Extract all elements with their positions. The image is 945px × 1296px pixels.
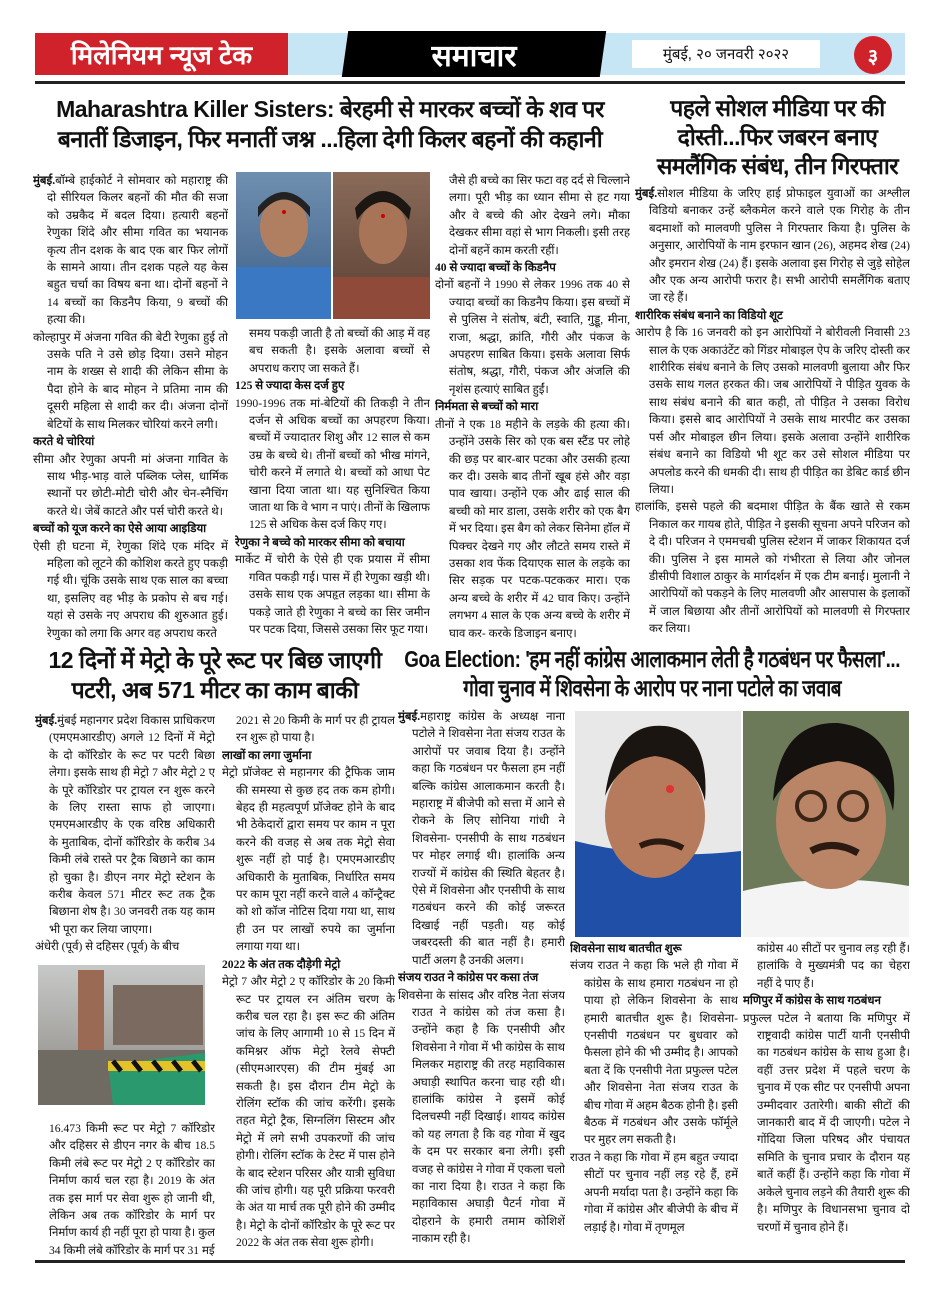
- subheading: 125 से ज्यादा केस दर्ज हुए: [235, 379, 345, 393]
- paragraph-text: बॉम्बे हाईकोर्ट ने सोमवार को महाराष्ट्र की दो सीरियल किलर बहनों की मौत की सजा को उम्रकैद में बदल दिया। हत्यारी बहनों रेणुका शिंदे और सीमा गवित का भयानक कृत्य तीन दशक के बाद एक बार फिर लोगों के सामने आया। तीन दशक पहले यह केस बहुत चर्चा का विषय बना था। दोनों बहनों ने 14 बच्चों का किडनैप किया, 9 बच्चों की हत्या की।: [47, 174, 228, 327]
- newspaper-brand: मिलेनियम न्यूज टेक: [35, 33, 288, 75]
- dateline: मुंबई.: [33, 174, 56, 187]
- subheading: बच्चों को यूज करने का ऐसे आया आइडिया: [33, 522, 207, 536]
- body-paragraph: कोल्हापुर में अंजना गवित की बेटी रेणुका हुई तो उसके पति ने उसे छोड़ दिया। उसने मोहन नाम के शख्स से शादी की लेकिन सीमा के पैदा होने के बाद मोहन ने प्रतिमा नाम की दूसरी महिला से शादी कर दी। अंजना दोनों बेटियों के साथ मिलकर चोरियां करने लगी।: [33, 330, 228, 431]
- subheading: 40 से ज्यादा बच्चों के किडनैप: [435, 261, 556, 275]
- body-paragraph: अंधेरी (पूर्व) से दहिसर (पूर्व) के बीच: [35, 940, 180, 954]
- body-paragraph: [33, 172, 228, 329]
- paragraph-text: महाराष्ट्र कांग्रेस के अध्यक्ष नाना पटोले ने शिवसेना नेता संजय राउत के आरोपों पर जवाब दिया है। उन्होंने कहा कि गठबंधन पर फैसला हम नहीं बल्कि कांग्रेस आलाकमान करती है। महाराष्ट्र में बीजेपी को सत्ता में आने से रोकने के लिए सोनिया गांधी ने शिवसेना- एनसीपी के साथ गठबंधन पर मोहर लगाई थी। हालांकि अन्य राज्यों में कांग्रेस की स्थिति बेहतर है। ऐसे में शिवसेना और एनसीपी के साथ गठबंधन करने की कोई जरूरत दिखाई नहीं पड़ती। यह कोई जबरदस्ती की बात नहीं है। हमारी पार्टी अलग है उनकी अलग।: [412, 710, 565, 967]
- body-paragraph: ऐसी ही घटना में, रेणुका शिंदे एक मंदिर में महिला को लूटने की कोशिश करते हुए पकड़ी गई थी। चूंकि उसके साथ एक साल का बच्चा था, इसलिए वह भीड़ के प्रकोप से बच गई। यहां से उसके नए अपराध की शुरुआत हुई। रेणुका को लगा कि अगर वह अपराध करते: [33, 539, 228, 640]
- killer-sisters-column-1: [33, 172, 228, 642]
- headline-metro: 12 दिनों में मेट्रो के पूरे रूट पर बिछ जाएगी पटरी, अब 571 मीटर का काम बाकी: [48, 647, 382, 703]
- page-bottom-divider: [35, 1260, 905, 1263]
- body-paragraph: 2021 से 20 किमी के मार्ग पर ही ट्रायल रन शुरू हो पाया है।: [236, 714, 395, 745]
- goa-column-2: [570, 940, 738, 1258]
- body-paragraph: जैसे ही बच्चे का सिर फटा वह दर्द से चिल्लाने लगा। पूरी भीड़ का ध्यान सीमा से हट गया और वे बच्चे की ओर देखने लगे। मौका देखकर सीमा वहां से भाग निकली। इसी तरह दोनों बहनें काम करती रहीं।: [449, 174, 630, 257]
- page-number-badge: ३: [854, 36, 892, 74]
- photo-seema-gavit: [333, 172, 430, 319]
- goa-column-3: [743, 940, 910, 1245]
- body-paragraph: [398, 708, 565, 969]
- headline-killer-sisters: Maharashtra Killer Sisters: बेरहमी से मारकर बच्चों के शव पर बनातीं डिजाइन, फिर मनातीं जश्न ...हिला देगी किलर बहनों की कहानी: [56, 96, 604, 152]
- subheading: करते थे चोरियां: [33, 435, 95, 449]
- body-paragraph: [35, 712, 215, 938]
- subheading: शिवसेना साथ बातचीत शुरू: [570, 942, 682, 955]
- metro-column-1-continued: [35, 1120, 215, 1262]
- social-media-column: [635, 185, 910, 642]
- paragraph-text: सोशल मीडिया के जरिए हाई प्रोफाइल युवाओं का अश्लील विडियो बनाकर उन्हें ब्लैकमेल करने वाले एक गिरोह के तीन बदमाशों को मालवणी पुलिस ने गिरफ्तार किया है। पुलिस के अनुसार, आरोपियों के नाम इरफान खान (26), अहमद शेख (24) और इमरान शेख (24) हैं। इसके अलावा इस गिरोह से जुड़े सोहेल और एक अन्य आरोपी फरार है। सभी आरोपी समलैंगिक बताए जा रहे हैं।: [649, 187, 910, 305]
- photo-sanjay-raut: [743, 711, 909, 937]
- body-paragraph: 1990-1996 तक मां-बेटियों की तिकड़ी ने तीन दर्जन से अधिक बच्चों का अपहरण किया। बच्चों में ज्यादातर शिशु और 12 साल से कम उम्र के बच्चे थे। तीनों बच्चों को भीख मांगने, चोरी करने में लगाते थे। बच्चों को आधा पेट खाना दिया जाता था। यह सुनिश्चित किया जाता था कि वे भाग न पाएं। तीनों के खिलाफ 125 से अधिक केस दर्ज किए गए।: [235, 396, 430, 532]
- body-paragraph: हालांकि, इससे पहले की बदमाश पीड़ित के बैंक खाते से रकम निकाल कर गायब होते, पीड़ित ने इसकी सूचना अपने परिजन को दे दी। परिजन ने एममचबी पुलिस स्टेशन में जाकर शिकायत दर्ज की। पुलिस ने इस मामले को गंभीरता से लिया और जोनल डीसीपी विशाल ठाकुर के मार्गदर्शन में एक टीम बनाई। मुलानी ने आरोपियों को पकड़ने के लिए मालवणी और आसपास के इलाकों में जाल बिछाया और तीनों आरोपियों को मालवणी से गिरफ्तार कर लिया।: [635, 500, 910, 636]
- dateline: मुंबई.: [35, 714, 58, 727]
- body-paragraph: समय पकड़ी जाती है तो बच्चों की आड़ में वह बच सकती है। इसके अलावा बच्चों से अपराध कराए जा सकते हैं।: [249, 327, 430, 375]
- body-paragraph: सीमा और रेणुका अपनी मां अंजना गावित के साथ भीड़-भाड़ वाले पब्लिक प्लेस, धार्मिक स्थानों पर छोटी-मोटी चोरी और चेन-स्नैचिंग करते थे। जेबें काटते और पर्स चोरी करते थे।: [33, 452, 228, 518]
- subheading: शारीरिक संबंध बनाने का विडियो शूट: [635, 308, 783, 322]
- subheading: मणिपुर में कांग्रेस के साथ गठबंधन: [743, 994, 881, 1008]
- metro-column-2: [222, 712, 395, 1257]
- killer-sisters-column-2: [235, 325, 430, 642]
- body-paragraph: 16.473 किमी रूट पर मेट्रो 7 कॉरिडोर और दहिसर से डीएन नगर के बीच 18.5 किमी लंबे रूट पर मेट्रो 2 ए कॉरिडोर का निर्माण कार्य चल रहा है। 2019 के अंत तक इस मार्ग पर सेवा शुरू हो जानी थी, लेकिन अब तक कॉरिडोर के मार्ग पर निर्माण कार्य ही नहीं पूरा हो पाया है। कुल 34 किमी लंबे कॉरिडोर के मार्ग पर 31 मई: [49, 1122, 215, 1257]
- portrait-nana-patole-image: [575, 711, 741, 937]
- headline-goa-election: Goa Election: 'हम नहीं कांग्रेस आलाकमान लेती है गठबंधन पर फैसला'... गोवा चुनाव में शिवसेना के आरोप पर नाना पटोले का जवाब: [404, 646, 901, 701]
- body-paragraph: प्रफुल्ल पटेल ने बताया कि मणिपुर में राष्ट्रवादी कांग्रेस पार्टी यानी एनसीपी का गठबंधन कांग्रेस के साथ हुआ है। वहीं उत्तर प्रदेश में पहले चरण के चुनाव में एक सीट पर एनसीपी अपना उम्मीदवार उतारेगी। बाकी सीटों की जानकारी बाद में दी जाएगी। पटेल ने गोंदिया जिला परिषद और पंचायत समिति के चुनाव प्रचार के दौरान यह बातें कहीं हैं। उन्होंने कहा कि गोवा में अकेले चुनाव लड़ने की तैयारी शुरू की है। मणिपुर के विधानसभा चुनाव दो चरणों में चुनाव होने हैं।: [743, 1011, 910, 1234]
- headline-social-media: पहले सोशल मीडिया पर की दोस्ती...फिर जबरन बनाए समलैंगिक संबंध, तीन गिरफ्तार: [656, 95, 899, 179]
- goa-column-1: [398, 708, 565, 1258]
- section-title: समाचार: [431, 39, 517, 73]
- portrait-woman-2-image: [333, 172, 430, 319]
- subheading: 2022 के अंत तक दौड़ेगी मेट्रो: [222, 957, 341, 971]
- body-paragraph: मेट्रो प्रॉजेक्ट से महानगर की ट्रैफिक जाम की समस्या से कुछ हद तक कम होगी। बेहद ही महत्वपूर्ण प्रॉजेक्ट होने के बाद भी ठेकेदारों द्वारा समय पर काम न पूरा करने की वजह से अब तक मेट्रो सेवा शुरू नहीं हो पाई है। एमएमआरडीए अधिकारी के मुताबिक, निर्धारित समय पर काम पूरा नहीं करने वाले 4 कॉन्ट्रैक्ट को शो कॉज नोटिस दिया गया था, साथ ही उन पर लाखों रुपये का जुर्माना लगाया गया था।: [222, 766, 395, 954]
- edition-date: मुंबई, २० जनवरी २०२२: [632, 40, 820, 68]
- body-paragraph: शिवसेना के सांसद और वरिष्ठ नेता संजय राउत ने कांग्रेस को तंज कसा है। उन्होंने कहा है कि एनसीपी और शिवसेना ने गोवा में भी कांग्रेस के साथ मिलकर महाराष्ट्र की तरह महाविकास अघाड़ी स्थापित करना चाह रही थी। हालांकि कांग्रेस ने इसमें कोई दिलचस्पी नहीं दिखाई। शायद कांग्रेस को यह लगता है कि वह गोवा में खुद के दम पर सरकार बना लेगी। इसी वजह से कांग्रेस ने गोवा में एकला चलो का नारा दिया है। राउत ने कहा कि महाविकास अघाड़ी पैटर्न गोवा में दोहराने के हमारी तमाम कोशिशें नाकाम रही है।: [398, 988, 565, 1246]
- body-paragraph: संजय राउत ने कहा कि भले ही गोवा में कांग्रेस के साथ हमारा गठबंधन ना हो पाया हो लेकिन शिवसेना के साथ हमारी बातचीत शुरू है। शिवसेना- एनसीपी गठबंधन पर बुधवार को फैसला होने की भी उम्मीद है। आपको बता दें कि एनसीपी नेता प्रफुल्ल पटेल और शिवसेना नेता संजय राउत के बीच गोवा में अहम बैठक होनी है। इसी बैठक में गठबंधन और उसके फॉर्मूले पर मुहर लग सकती है।: [570, 959, 738, 1147]
- subheading: लाखों का लगा जुर्माना: [222, 748, 312, 762]
- killer-sisters-column-3: [435, 172, 630, 642]
- photo-nana-patole: [575, 711, 741, 937]
- body-paragraph: मार्केट में चोरी के ऐसे ही एक प्रयास में सीमा गवित पकड़ी गई। पास में ही रेणुका खड़ी थी। उसके साथ एक अपहृत लड़का था। सीमा के पकड़े जाते ही रेणुका ने बच्चे का सिर जमीन पर पटक दिया, जिससे उसका सिर फूट गया।: [235, 553, 430, 636]
- paragraph-text: मुंबई महानगर प्रदेश विकास प्राधिकरण (एमएमआरडीए) अगले 12 दिनों में मेट्रो के दो कॉरिडोर के रूट पर पटरी बिछा लेगा। इसके साथ ही मेट्रो 7 और मेट्रो 2 ए के पूरे कॉरिडोर पर ट्रायल रन शुरू करने के लिए रास्ता साफ हो जाएगा। एमएमआरडीए के एक वरिष्ठ अधिकारी के मुताबिक, दोनों कॉरिडोर के करीब 34 किमी लंबे रास्ते पर ट्रैक बिछाने का काम हो चुका है। डीएन नगर मेट्रो स्टेशन के करीब केवल 571 मीटर रूट तक ट्रैक बिछाना शेष है। 30 जनवरी तक यह काम भी पूरा कर लिया जाएगा।: [49, 714, 215, 936]
- body-paragraph: तीनों ने एक 18 महीने के लड़के की हत्या की। उन्होंने उसके सिर को एक बस स्टैंड पर लोहे की छड़ पर बार-बार पटका और उसकी हत्या कर दी। उसके बाद तीनों खूब हंसे और वड़ा पाव खाया। उन्होंने एक और ढाई साल की बच्ची को मार डाला, उसके शरीर को एक बैग में भर दिया। इस बैग को लेकर सिनेमा हॉल में पिक्चर देखने गए और लौटते समय रास्ते में उसका शव फेंक दियाएक साल के लड़के का सिर सड़क पर पटक-पटककर मारा। एक अन्य बच्चे के शरीर में 42 घाव किए। उन्होंने लगभग 4 साल के एक अन्य बच्चे के शरीर में घाव कर- करके डिजाइन बनाए।: [435, 417, 630, 640]
- subheading: संजय राउत ने कांग्रेस पर कसा तंज: [398, 971, 539, 985]
- body-paragraph: दोनों बहनों ने 1990 से लेकर 1996 तक 40 से ज्यादा बच्चों का किडनैप किया। इस बच्चों में से पुलिस ने संतोष, बंटी, स्वाति, गुड्डू, मीना, राजा, श्रद्धा, क्रांति, गौरी और पंकज के अपहरण साबित किया। इसके अलावा सिर्फ संतोष, श्रद्धा, गौरी, पंकज और अंजलि की नृशंस हत्याएं साबित हुईं।: [435, 278, 630, 396]
- portrait-woman-1-image: [236, 172, 331, 319]
- body-paragraph: राउत ने कहा कि गोवा में हम बहुत ज्यादा सीटों पर चुनाव नहीं लड़ रहे हैं, हमें अपनी मर्यादा पता है। उन्होंने कहा कि गोवा में कांग्रेस और बीजेपी के बीच में लड़ाई है। गोवा में तृणमूल: [570, 1150, 738, 1234]
- dateline: मुंबई.: [398, 710, 421, 723]
- masthead-divider: [35, 81, 905, 84]
- photo-metro-construction: [38, 965, 205, 1105]
- dateline: मुंबई.: [635, 187, 658, 200]
- body-paragraph: कांग्रेस 40 सीटों पर चुनाव लड़ रही हैं। हालांकि वे मुख्यमंत्री पद का चेहरा नहीं दे पाए हैं।: [757, 942, 910, 990]
- body-paragraph: आरोप है कि 16 जनवरी को इन आरोपियों ने बोरीवली निवासी 23 साल के एक अकाउंटेंट को गिंडर मोबाइल ऐप के जरिए दोस्ती कर शारीरिक संबंध बनाने के लिए उसको मालवणी बुलाया और फिर उसके साथ गलत हरकत की। जब आरोपियों ने पीड़ित युवक के साथ संबंध बनाने की बात कही, तो पीड़ित ने उसका विरोध किया। इससे बाद आरोपियों ने उसके साथ मारपीट कर उसका पर्स और मोबाइल छीन लिया। इसके अलावा उन्होंने शारीरिक संबंध बनाने का विडियो भी शूट कर उसे सोशल मीडिया पर अपलोड करने की धमकी दी। साथ ही पीड़ित का डेबिट कार्ड छीन लिया।: [635, 326, 910, 496]
- body-paragraph: [635, 185, 910, 307]
- metro-column-1: [35, 712, 215, 957]
- subheading: रेणुका ने बच्चे को मारकर सीमा को बचाया: [235, 535, 405, 549]
- body-paragraph: मेट्रो 7 और मेट्रो 2 ए कॉरिडोर के 20 किमी रूट पर ट्रायल रन अंतिम चरण के करीब चल रहा है। इस रूट की अंतिम जांच के लिए आगामी 10 से 15 दिन में कमिश्नर ऑफ मेट्रो रेलवे सेफ्टी (सीएमआरएस) की टीम मुंबई आ सकती है। इस दौरान टीम मेट्रो के रोलिंग स्टॉक की जांच करेंगी। इसके तहत मेट्रो ट्रैक, सिग्नलिंग सिस्टम और मेट्रो में लगे सभी उपकरणों की जांच होगी। रोलिंग स्टॉक के टेस्ट में पास होने के बाद स्टेशन परिसर और यात्री सुविधा की जांच होगी। यह पूरी प्रक्रिया फरवरी के अंत या मार्च तक पूरी होने की उम्मीद है। मेट्रो के दोनों कॉरिडोर के पूरे रूट पर 2022 के अंत तक सेवा शुरू होगी।: [222, 975, 395, 1250]
- metro-construction-image: [38, 965, 205, 1105]
- photo-renuka-shinde: [236, 172, 331, 319]
- subheading: निर्ममता से बच्चों को मारा: [435, 400, 539, 414]
- portrait-sanjay-raut-image: [743, 711, 909, 937]
